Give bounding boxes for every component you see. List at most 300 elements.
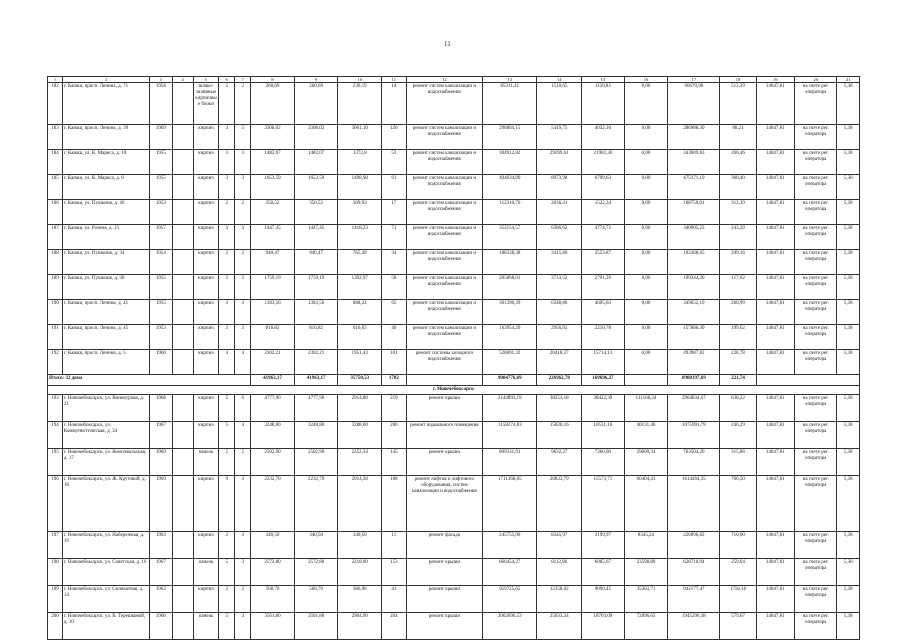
- table-cell: 1120,83: [582, 83, 625, 125]
- table-cell: 5,38: [837, 449, 860, 476]
- table-cell: г. Новочебоксарск, ул. Коммунистическая, д. 34: [62, 422, 149, 449]
- table-cell: 199,62: [720, 325, 756, 350]
- table-row: [48, 613, 860, 640]
- table-cell: 5: [235, 125, 251, 150]
- table-cell: 1522,34: [582, 200, 625, 225]
- table-cell: г. Канаш, ул. Пушкина, д. 30: [62, 275, 149, 300]
- table-cell: 61: [382, 175, 406, 200]
- table-cell: 8345,97: [537, 532, 582, 559]
- table-cell: 199344,20: [668, 275, 720, 300]
- table-cell: 2914,80: [338, 395, 382, 422]
- table-cell: 766,50: [720, 476, 756, 532]
- table-cell: 942177,47: [668, 586, 720, 613]
- table-cell: 1945296,38: [668, 613, 720, 640]
- table-cell: 1958: [150, 83, 172, 125]
- table-cell: на счете рег. оператора: [794, 586, 837, 613]
- table-cell: 2572,80: [251, 559, 295, 586]
- table-cell: 8345,24: [624, 532, 668, 559]
- table-cell: на счете рег. оператора: [794, 300, 837, 325]
- total-label: Итого: 32 дома: [48, 375, 251, 386]
- table-cell: 88,21: [720, 125, 756, 150]
- table-cell: 3: [235, 300, 251, 325]
- table-cell: г. Канаш, ул. К. Маркса, д. 6: [62, 175, 149, 200]
- table-cell: 5: [219, 449, 235, 476]
- total-value: 35750,53: [338, 375, 382, 386]
- column-number: 1: [48, 77, 63, 83]
- section-title: г. Новочебоксарск: [48, 386, 860, 395]
- table-cell: 14047,81: [756, 532, 794, 559]
- table-cell: 111168,24: [624, 395, 668, 422]
- table-cell: на счете рег. оператора: [794, 225, 837, 250]
- table-cell: 14047,81: [756, 476, 794, 532]
- table-cell: 189: [48, 275, 63, 300]
- table-cell: 5: [219, 395, 235, 422]
- table-cell: 5,38: [837, 350, 860, 375]
- column-number: 17: [668, 77, 720, 83]
- table-cell: [172, 200, 193, 225]
- table-cell: 117,02: [720, 275, 756, 300]
- table-row: [48, 200, 860, 225]
- table-cell: г. Новочебоксарск, ул. Винокурова, д. 21: [62, 395, 149, 422]
- table-cell: 108: [382, 476, 406, 532]
- table-cell: 14047,81: [756, 613, 794, 640]
- table-cell: 1498,98: [338, 175, 382, 200]
- table-cell: 46: [382, 325, 406, 350]
- table-cell: 14047,81: [756, 150, 794, 175]
- table-cell: 199: [48, 586, 63, 613]
- table-cell: 2964834,67: [668, 395, 720, 422]
- total-value: 9004776,69: [483, 375, 537, 386]
- table-cell: 72896,65: [624, 613, 668, 640]
- table-cell: [172, 422, 193, 449]
- table-cell: 340,50: [338, 532, 382, 559]
- table-cell: 2791,29: [582, 275, 625, 300]
- table-cell: панель: [193, 613, 219, 640]
- table-cell: [172, 225, 193, 250]
- table-cell: 191: [48, 325, 63, 350]
- table-cell: 5,38: [837, 532, 860, 559]
- table-cell: 2502,90: [294, 449, 338, 476]
- table-cell: кирпич: [193, 175, 219, 200]
- table-cell: шлако-заливные кирпичные блоки: [193, 83, 219, 125]
- table-cell: г. Канаш, ул. Пушкина, д. 46: [62, 200, 149, 225]
- table-cell: 196: [48, 476, 63, 532]
- table-cell: 192368,65: [668, 250, 720, 275]
- table-cell: 2: [219, 250, 235, 275]
- table-cell: 0,00: [624, 125, 668, 150]
- table-cell: ремонт лифтов и лифтового оборудования, систем канализации и водоснабжения: [406, 476, 483, 532]
- table-cell: на счете рег. оператора: [794, 350, 837, 375]
- table-cell: 528691,32: [483, 350, 537, 375]
- table-cell: ремонт крыши: [406, 586, 483, 613]
- table-cell: 2502,90: [251, 449, 295, 476]
- table-row: [48, 325, 860, 350]
- table-cell: 5: [235, 449, 251, 476]
- table-cell: г. Канаш, ул. Разина, д. 13: [62, 225, 149, 250]
- table-cell: [172, 83, 193, 125]
- table-row: [48, 586, 860, 613]
- table-cell: 5,38: [837, 559, 860, 586]
- table-cell: на счете рег. оператора: [794, 325, 837, 350]
- table-cell: 1158274,83: [483, 422, 537, 449]
- table-cell: 226096,82: [668, 532, 720, 559]
- table-cell: 5,38: [837, 200, 860, 225]
- table-cell: 8973,98: [537, 175, 582, 200]
- table-cell: 6799,63: [582, 175, 625, 200]
- table-cell: 58: [382, 275, 406, 300]
- table-cell: на счете рег. оператора: [794, 395, 837, 422]
- table-cell: 0,00: [624, 275, 668, 300]
- table-cell: 188: [48, 250, 63, 275]
- table-cell: 195: [48, 449, 63, 476]
- table-cell: на счете рег. оператора: [794, 125, 837, 150]
- table-cell: 0,00: [624, 250, 668, 275]
- column-number: 8: [251, 77, 295, 83]
- table-cell: ремонт крыши: [406, 613, 483, 640]
- table-cell: 475171,19: [668, 175, 720, 200]
- table-cell: 5,38: [837, 250, 860, 275]
- table-cell: 3: [219, 275, 235, 300]
- table-cell: 309,93: [338, 200, 382, 225]
- table-cell: 350,52: [251, 200, 295, 225]
- table-cell: 3: [235, 559, 251, 586]
- table-cell: 3248,80: [251, 422, 295, 449]
- table-cell: 6: [235, 395, 251, 422]
- table-cell: 3061,10: [338, 125, 382, 150]
- table-cell: 493987,82: [668, 350, 720, 375]
- table-cell: г. Новочебоксарск, ул. Набережная, д. 19: [62, 532, 149, 559]
- table-cell: 2218,00: [338, 559, 382, 586]
- table-cell: 260,69: [251, 83, 295, 125]
- table-cell: 940,47: [294, 250, 338, 275]
- table-cell: 816,82: [294, 325, 338, 350]
- table-cell: 1510,65: [537, 83, 582, 125]
- table-cell: 361396,39: [483, 300, 537, 325]
- table-cell: 2: [219, 83, 235, 125]
- table-cell: 2302,21: [251, 350, 295, 375]
- column-number: 4: [172, 77, 193, 83]
- table-cell: г. Канаш, просп. Ленина, д. 5: [62, 350, 149, 375]
- table-cell: 1953: [150, 325, 172, 350]
- table-cell: 2199,97: [582, 532, 625, 559]
- table-cell: [172, 559, 193, 586]
- table-cell: 2252,34: [338, 449, 382, 476]
- table-row: [48, 350, 860, 375]
- table-cell: 200: [48, 613, 63, 640]
- table-cell: 286988,30: [668, 125, 720, 150]
- table-cell: 340,50: [251, 532, 295, 559]
- column-number: 19: [756, 77, 794, 83]
- table-cell: 112310,76: [483, 200, 537, 225]
- total-empty: [406, 375, 483, 386]
- table-cell: г. Новочебоксарск, ул. Силикатная, д. 14: [62, 586, 149, 613]
- table-cell: 3: [219, 150, 235, 175]
- table-cell: 230,19: [338, 83, 382, 125]
- table-cell: 568,70: [251, 586, 295, 613]
- total-value: 221,74: [720, 375, 756, 386]
- table-cell: 616,63: [338, 325, 382, 350]
- table-cell: 3733,52: [537, 275, 582, 300]
- table-cell: 5,38: [837, 613, 860, 640]
- table-cell: [172, 300, 193, 325]
- table-cell: 666454,27: [483, 559, 537, 586]
- table-cell: 29299,61: [537, 150, 582, 175]
- table-cell: 7360,00: [582, 449, 625, 476]
- table-cell: [172, 449, 193, 476]
- table-cell: 85311,41: [483, 83, 537, 125]
- table-cell: 4032,10: [582, 125, 625, 150]
- table-cell: 1418,23: [338, 225, 382, 250]
- table-cell: кирпич: [193, 225, 219, 250]
- table-cell: ремонт систем канализации и водоснабжения: [406, 300, 483, 325]
- table-cell: 14047,81: [756, 225, 794, 250]
- table-cell: 206: [382, 422, 406, 449]
- total-row: [48, 375, 860, 386]
- table-cell: 2: [219, 586, 235, 613]
- table-cell: на счете рег. оператора: [794, 250, 837, 275]
- table-cell: 5,38: [837, 175, 860, 200]
- table-cell: 2036,41: [537, 200, 582, 225]
- table-cell: 2014,30: [338, 476, 382, 532]
- table-cell: 1968: [150, 395, 172, 422]
- table-cell: 2144893,19: [483, 395, 537, 422]
- table-cell: ремонт систем канализации и водоснабжения: [406, 125, 483, 150]
- table-cell: 2232,70: [251, 476, 295, 532]
- table-cell: 3: [235, 476, 251, 532]
- table-cell: 2553,87: [582, 250, 625, 275]
- table-cell: 3: [235, 150, 251, 175]
- table-cell: 5,38: [837, 275, 860, 300]
- table-cell: 260,69: [294, 83, 338, 125]
- column-number: 5: [193, 77, 219, 83]
- table-cell: 9: [219, 476, 235, 532]
- table-cell: 2: [219, 200, 235, 225]
- table-cell: 65: [382, 300, 406, 325]
- table-cell: 710,00: [720, 532, 756, 559]
- table-cell: [172, 325, 193, 350]
- table-cell: 5,38: [837, 476, 860, 532]
- table-cell: [172, 395, 193, 422]
- table-cell: 4: [235, 422, 251, 449]
- table-cell: 3: [219, 300, 235, 325]
- table-cell: 192: [48, 350, 63, 375]
- table-row: [48, 250, 860, 275]
- table-cell: кирпич: [193, 125, 219, 150]
- table-cell: 6386,62: [537, 225, 582, 250]
- column-number: 6: [219, 77, 235, 83]
- table-cell: 304912,82: [483, 150, 537, 175]
- column-number: 9: [294, 77, 338, 83]
- total-empty: [624, 375, 668, 386]
- table-cell: 197: [48, 532, 63, 559]
- table-cell: 340905,23: [668, 225, 720, 250]
- table-cell: ремонт крыши: [406, 395, 483, 422]
- table-cell: 1955: [150, 150, 172, 175]
- table-cell: 1653,59: [251, 175, 295, 200]
- table-cell: 315,86: [720, 449, 756, 476]
- table-cell: г. Канаш, ул. К. Маркса, д. 10: [62, 150, 149, 175]
- table-cell: 3415,80: [537, 250, 582, 275]
- table-cell: кирпич: [193, 150, 219, 175]
- table-cell: 298864,15: [483, 125, 537, 150]
- table-cell: г. Новочебоксарск, ул. В. Терешковой, д. 10: [62, 613, 149, 640]
- table-cell: кирпич: [193, 395, 219, 422]
- table-cell: 153: [382, 559, 406, 586]
- table-cell: 157886,30: [668, 325, 720, 350]
- table-cell: 14047,81: [756, 350, 794, 375]
- table-cell: 2: [219, 532, 235, 559]
- table-cell: 14047,81: [756, 422, 794, 449]
- table-cell: 185: [48, 175, 63, 200]
- table-cell: 15820,16: [537, 422, 582, 449]
- table-cell: 340,50: [294, 532, 338, 559]
- table-row: [48, 150, 860, 175]
- table-cell: кирпич: [193, 200, 219, 225]
- table-cell: на счете рег. оператора: [794, 83, 837, 125]
- table-cell: 3: [219, 225, 235, 250]
- table-cell: 763504,20: [668, 449, 720, 476]
- table-cell: 5: [219, 559, 235, 586]
- table-cell: 0,00: [624, 83, 668, 125]
- table-row: [48, 532, 860, 559]
- table-cell: 14047,81: [756, 125, 794, 150]
- table-cell: 1653,59: [294, 175, 338, 200]
- table-cell: 5,38: [837, 150, 860, 175]
- table-cell: 1383,56: [251, 300, 295, 325]
- table-cell: 1075991,79: [668, 422, 720, 449]
- table-cell: 15573,71: [582, 476, 625, 532]
- table-cell: 5,38: [837, 422, 860, 449]
- table-cell: 628716,94: [668, 559, 720, 586]
- table-cell: ремонт систем канализации и водоснабжения: [406, 150, 483, 175]
- table-cell: 5,38: [837, 125, 860, 150]
- table-cell: 1951,43: [338, 350, 382, 375]
- table-cell: 145: [382, 449, 406, 476]
- table-cell: 40131,46: [624, 422, 668, 449]
- table-cell: кирпич: [193, 476, 219, 532]
- table-cell: кирпич: [193, 275, 219, 300]
- table-cell: 1482,07: [294, 150, 338, 175]
- table-cell: 190: [48, 300, 63, 325]
- column-number: 3: [150, 77, 172, 83]
- table-cell: кирпич: [193, 532, 219, 559]
- table-cell: 35303,71: [624, 586, 668, 613]
- table-cell: 53: [382, 150, 406, 175]
- table-cell: 1383,56: [294, 300, 338, 325]
- table-cell: 71: [382, 225, 406, 250]
- table-cell: 3: [235, 325, 251, 350]
- column-number: 7: [235, 77, 251, 83]
- table-cell: 343609,83: [668, 150, 720, 175]
- table-cell: 188338,38: [483, 250, 537, 275]
- table-cell: на счете рег. оператора: [794, 449, 837, 476]
- table-cell: 186: [48, 200, 63, 225]
- table-row: [48, 476, 860, 532]
- table-cell: 1969: [150, 476, 172, 532]
- table-cell: 0,00: [624, 350, 668, 375]
- table-cell: на счете рег. оператора: [794, 150, 837, 175]
- table-cell: 2904,90: [338, 613, 382, 640]
- table-cell: 187: [48, 225, 63, 250]
- table-cell: [172, 150, 193, 175]
- table-cell: 14047,81: [756, 300, 794, 325]
- table-cell: 1711368,05: [483, 476, 537, 532]
- table-cell: 163954,20: [483, 325, 537, 350]
- table-cell: 2062696,53: [483, 613, 537, 640]
- table-cell: 3: [235, 175, 251, 200]
- table-cell: [172, 175, 193, 200]
- table-cell: 228,78: [720, 350, 756, 375]
- table-cell: 2: [235, 586, 251, 613]
- table-cell: 266,46: [720, 150, 756, 175]
- table-cell: на счете рег. оператора: [794, 422, 837, 449]
- table-cell: 638,22: [720, 395, 756, 422]
- table-cell: 6348,86: [537, 300, 582, 325]
- table-cell: 312,39: [720, 200, 756, 225]
- table-cell: 1756,16: [720, 586, 756, 613]
- table-cell: панель: [193, 559, 219, 586]
- table-cell: [172, 532, 193, 559]
- table-cell: 350,52: [294, 200, 338, 225]
- table-cell: 29609,34: [624, 449, 668, 476]
- table-cell: 579,67: [720, 613, 756, 640]
- table-cell: 3561,80: [294, 613, 338, 640]
- total-value: 41963,17: [294, 375, 338, 386]
- table-cell: 90670,96: [668, 83, 720, 125]
- table-row: [48, 300, 860, 325]
- table-cell: 4777,90: [294, 395, 338, 422]
- table-cell: 1955: [150, 175, 172, 200]
- table-cell: [172, 125, 193, 150]
- table-cell: 4: [219, 350, 235, 375]
- table-cell: 1759,19: [251, 275, 295, 300]
- table-cell: кирпич: [193, 586, 219, 613]
- table-cell: 568,70: [294, 586, 338, 613]
- table-cell: 12158,02: [537, 586, 582, 613]
- table-cell: 259,04: [720, 559, 756, 586]
- table-cell: 108750,01: [668, 200, 720, 225]
- total-value: 169696,27: [582, 375, 625, 386]
- column-number: 18: [720, 77, 756, 83]
- table-row: [48, 422, 860, 449]
- table-cell: 5,38: [837, 83, 860, 125]
- column-number: 13: [483, 77, 537, 83]
- table-cell: 1967: [150, 422, 172, 449]
- table-cell: [172, 586, 193, 613]
- table-cell: 2: [235, 83, 251, 125]
- total-value: 41963,17: [251, 375, 295, 386]
- table-cell: 246,29: [720, 422, 756, 449]
- table-cell: [172, 275, 193, 300]
- table-cell: 23598,80: [624, 559, 668, 586]
- table-cell: 9832,27: [537, 449, 582, 476]
- column-number: 15: [582, 77, 625, 83]
- table-cell: 126: [382, 125, 406, 150]
- table-cell: 1759,19: [294, 275, 338, 300]
- table-cell: 512,39: [720, 83, 756, 125]
- table-cell: 349652,10: [668, 300, 720, 325]
- table-cell: 0,00: [624, 325, 668, 350]
- table-cell: 1614464,35: [668, 476, 720, 532]
- table-cell: кирпич: [193, 300, 219, 325]
- column-number: 11: [382, 77, 406, 83]
- table-cell: 243,29: [720, 225, 756, 250]
- table-cell: 4: [235, 613, 251, 640]
- table-cell: на счете рег. оператора: [794, 476, 837, 532]
- table-cell: 3308,02: [294, 125, 338, 150]
- table-cell: 14047,81: [756, 395, 794, 422]
- table-cell: 1960: [150, 350, 172, 375]
